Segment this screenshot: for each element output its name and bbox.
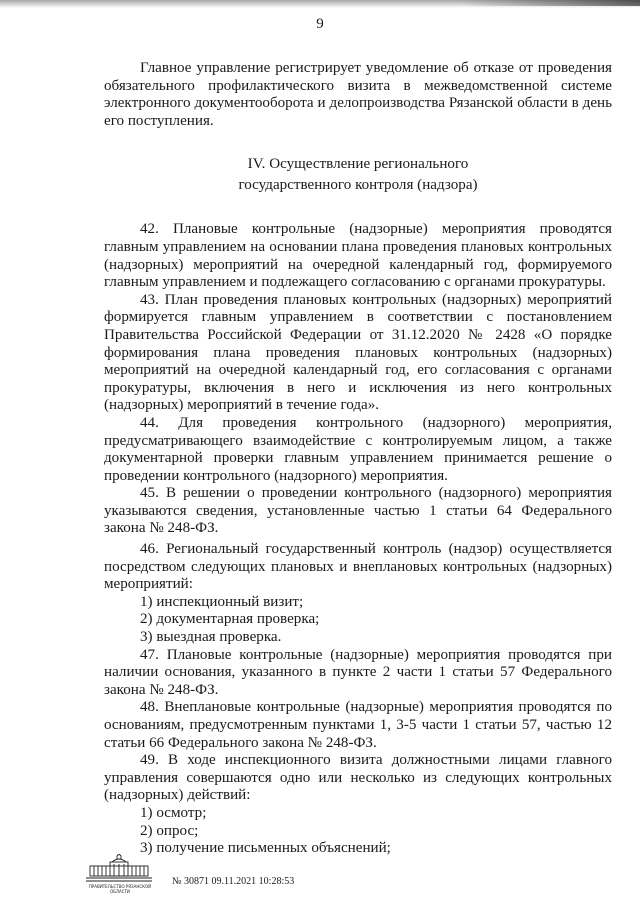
list-item: 2) документарная проверка; xyxy=(140,611,320,628)
paragraph-47: 47. Плановые контрольные (надзорные) мероприятия проводятся при наличии основания, указанного в пункте 2 части 1 статьи 57 Федерального закона № 248-ФЗ. xyxy=(104,646,612,698)
scan-shadow-corner xyxy=(460,0,640,6)
registration-stamp: № 30871 09.11.2021 10:28:53 xyxy=(172,876,295,887)
section-title-line-2: государственного контроля (надзора) xyxy=(238,177,478,194)
list-item: 1) инспекционный визит; xyxy=(140,593,304,610)
paragraph-48: 48. Внеплановые контрольные (надзорные) мероприятия проводятся по основаниям, предусмотренным пунктами 1, 3-5 части 1 статьи 57, частью 12 статьи 66 Федерального закона № 248-ФЗ. xyxy=(104,699,612,751)
paragraph-46: 46. Региональный государственный контроль (надзор) осуществляется посредством следующих плановых и внеплановых контрольных (надзорных) мероприятий: xyxy=(104,541,612,593)
paragraph-43: 43. План проведения плановых контрольных (надзорных) мероприятий формируется главным управлением в соответствии с постановлением Правительства Российской Федерации от 31.12.2020 № 2428 «О порядке формирования плана проведения плановых контрольных (надзорных) мероприятий на очередной календарный год, его согласования с органами прокуратуры, включения в него и исключения из него контрольных (надзорных) мероприятий в течение года». xyxy=(104,291,612,414)
list-item: 3) выездная проверка. xyxy=(140,629,282,646)
paragraph-42: 42. Плановые контрольные (надзорные) мероприятия проводятся главным управлением на основании плана проведения плановых контрольных (надзорных) мероприятий на очередной календарный год, формируемого главным управлением и подлежащего согласованию с органами прокуратуры. xyxy=(104,221,612,291)
intro-paragraph: Главное управление регистрирует уведомление об отказе от проведения обязательного профилактического визита в межведомственной системе электронного документооборота и делопроизводства Рязанской области в день его поступления. xyxy=(104,60,612,129)
page-number: 9 xyxy=(316,16,324,32)
emblem-label: ПРАВИТЕЛЬСТВО РЯЗАНСКОЙ ОБЛАСТИ xyxy=(88,884,152,894)
list-item: 2) опрос; xyxy=(140,822,199,839)
section-heading xyxy=(104,154,612,196)
document-body xyxy=(104,60,612,858)
registration-footer xyxy=(84,852,504,892)
paragraph-45: 45. В решении о проведении контрольного (надзорного) мероприятия указываются сведения, установленные частью 1 статьи 64 Федерального закона № 248-ФЗ. xyxy=(104,485,612,537)
section-title-line-1: IV. Осуществление регионального xyxy=(247,156,469,173)
paragraph-49: 49. В ходе инспекционного визита должностными лицами главного управления совершаются одно или несколько из следующих контрольных (надзорных) действий: xyxy=(104,752,612,804)
list-item: 3) получение письменных объяснений; xyxy=(140,840,391,857)
list-item: 1) осмотр; xyxy=(140,804,207,821)
paragraph-44: 44. Для проведения контрольного (надзорного) мероприятия, предусматривающего взаимодействие с контролируемым лицом, а также документарной проверки главным управлением принимается решение о проведении контрольного (надзорного) мероприятия. xyxy=(104,414,612,484)
government-building-icon xyxy=(84,852,154,888)
